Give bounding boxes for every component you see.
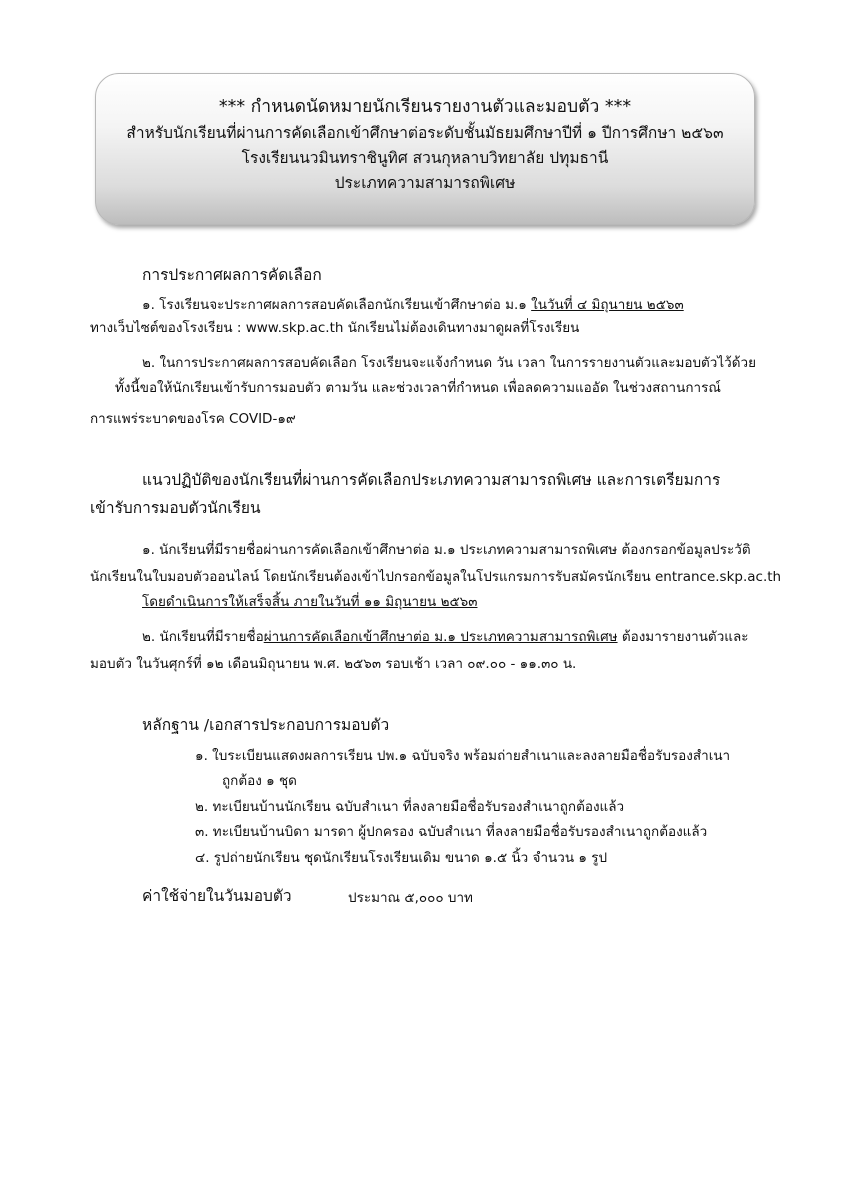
- docs-heading: หลักฐาน /เอกสารประกอบการมอบตัว: [142, 716, 390, 734]
- docs-item3: ๓. ทะเบียนบ้านบิดา มารดา ผู้ปกครอง ฉบับสำเนา ที่ลงลายมือชื่อรับรองสำเนาถูกต้องแล้ว: [195, 824, 708, 840]
- announce-item1-line2: ทางเว็บไซต์ของโรงเรียน : www.skp.ac.th นักเรียนไม่ต้องเดินทางมาดูผลที่โรงเรียน: [90, 320, 580, 336]
- cost-label: ค่าใช้จ่ายในวันมอบตัว: [142, 887, 292, 905]
- header-banner: [95, 73, 755, 225]
- announce-item2-line1: ๒. ในการประกาศผลการสอบคัดเลือก โรงเรียนจะแจ้งกำหนด วัน เวลา ในการรายงานตัวและมอบตัวไว้ด้วย: [142, 355, 756, 371]
- guide-item2-line2: มอบตัว ในวันศุกร์ที่ ๑๒ เดือนมิถุนายน พ.ศ. ๒๕๖๓ รอบเช้า เวลา ๐๙.๐๐ - ๑๑.๓๐ น.: [90, 656, 577, 672]
- guide-deadline: โดยดำเนินการให้เสร็จสิ้น ภายในวันที่ ๑๑ มิถุนายน ๒๕๖๓: [142, 594, 478, 610]
- announce-item2-line3: การแพร่ระบาดของโรค COVID-๑๙: [90, 411, 296, 427]
- docs-item4: ๔. รูปถ่ายนักเรียน ชุดนักเรียนโรงเรียนเดิม ขนาด ๑.๕ นิ้ว จำนวน ๑ รูป: [195, 850, 608, 866]
- banner-title: *** กำหนดนัดหมายนักเรียนรายงานตัวและมอบตัว ***: [218, 97, 632, 117]
- guide-heading-cont: เข้ารับการมอบตัวนักเรียน: [90, 499, 261, 517]
- guide-item2-prefix: ๒. นักเรียนที่มีรายชื่อ: [142, 629, 264, 645]
- guide-item2-underlined: ผ่านการคัดเลือกเข้าศึกษาต่อ ม.๑ ประเภทความสามารถพิเศษ: [263, 629, 618, 645]
- guide-item2-line1: [142, 627, 749, 647]
- banner-subtitle: สำหรับนักเรียนที่ผ่านการคัดเลือกเข้าศึกษาต่อระดับชั้นมัธยมศึกษาปีที่ ๑ ปีการศึกษา ๒๕๖๓: [126, 124, 724, 142]
- guide-item1-line2: นักเรียนในใบมอบตัวออนไลน์ โดยนักเรียนต้องเข้าไปกรอกข้อมูลในโปรแกรมการรับสมัครนักเรียน entrance.skp.ac.th: [90, 569, 782, 585]
- announce-date: ในวันที่ ๔ มิถุนายน ๒๕๖๓: [531, 297, 684, 313]
- docs-item1-line1: ๑. ใบระเบียนแสดงผลการเรียน ปพ.๑ ฉบับจริง พร้อมถ่ายสำเนาและลงลายมือชื่อรับรองสำเนา: [195, 748, 731, 764]
- announce-item1-line1: [142, 295, 684, 315]
- banner-category: ประเภทความสามารถพิเศษ: [334, 174, 516, 192]
- announce-item1-text: ๑. โรงเรียนจะประกาศผลการสอบคัดเลือกนักเรียนเข้าศึกษาต่อ ม.๑: [142, 297, 532, 313]
- guide-item2-suffix: ต้องมารายงานตัวและ: [617, 629, 749, 645]
- docs-item1-line2: ถูกต้อง ๑ ชุด: [222, 773, 297, 789]
- cost-value: ประมาณ ๕,๐๐๐ บาท: [348, 890, 473, 906]
- docs-item2: ๒. ทะเบียนบ้านนักเรียน ฉบับสำเนา ที่ลงลายมือชื่อรับรองสำเนาถูกต้องแล้ว: [195, 799, 625, 815]
- guide-heading: แนวปฏิบัติของนักเรียนที่ผ่านการคัดเลือกประเภทความสามารถพิเศษ และการเตรียมการ: [142, 471, 721, 489]
- announce-item2-line2: ทั้งนี้ขอให้นักเรียนเข้ารับการมอบตัว ตามวัน และช่วงเวลาที่กำหนด เพื่อลดความแออัด ในช่วงสถานการณ์: [115, 380, 721, 396]
- banner-school: โรงเรียนนวมินทราชินูทิศ สวนกุหลาบวิทยาลัย ปทุมธานี: [241, 149, 609, 167]
- announce-heading: การประกาศผลการคัดเลือก: [142, 266, 322, 284]
- guide-item1-line1: ๑. นักเรียนที่มีรายชื่อผ่านการคัดเลือกเข้าศึกษาต่อ ม.๑ ประเภทความสามารถพิเศษ ต้องกรอกข้อมูลประวัติ: [142, 542, 751, 558]
